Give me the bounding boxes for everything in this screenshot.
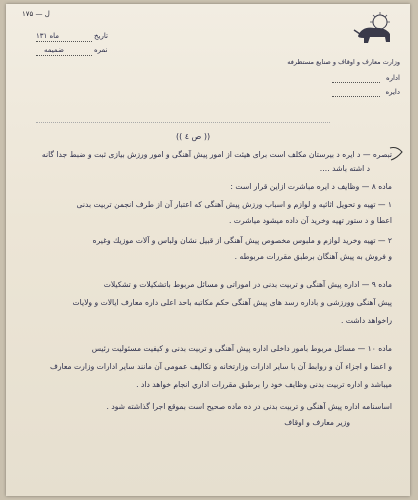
attachment-label: ضميمه	[44, 46, 64, 54]
department-dotted-line	[332, 96, 380, 97]
handwritten-mark-icon	[388, 144, 406, 164]
department-label: دايره	[385, 88, 400, 96]
body-line: اساسنامه اداره پيش آهنگى و تربيت بدنى در ده ماده صحيح است بموقع اجرا گذاشته شود .	[106, 402, 392, 411]
body-line: ماده ۸ — وظايف د ايره مباشرت ازاين قرار است :	[230, 182, 392, 191]
body-line: راخواهد داشت .	[340, 316, 392, 325]
body-line: و فروش به پيش آهنگان برطبق مقررات مربوطه .	[234, 252, 392, 261]
body-line: ماده ۹ — اداره پيش آهنگى و تربيت بدنى در اموراتى و مسائل مربوط باتشكيلات و تشكيلات	[103, 280, 392, 289]
reference-number: ۱۷۵ — ل	[22, 10, 50, 18]
signature-line: وزير معارف و اوقاف	[284, 418, 350, 427]
body-line: تبصره — د ايره د بيرستان مكلف است براى هيئت از امور پيش آهنگى و امور ورزش بيازى ثبت و ضبط جدا گانه	[41, 150, 392, 159]
ministry-name: وزارت معارف و اوقاف و صنایع مستظرفه	[287, 58, 400, 66]
body-line: د اشته باشد ….	[319, 164, 370, 173]
body-line: ۲ — تهيه وخريد لوازم و ملبوس مخصوص پيش آهنگى از قبيل نشان ولباس و آلات موزيك وغيره	[92, 236, 392, 245]
date-dotted-line	[36, 41, 92, 42]
header-separator	[36, 122, 330, 123]
body-line: ماده ۱۰ — مسائل مربوط بامور داخلى اداره پيش آهنگى و تربيت بدنى و كيفيت مسئوليت رئيس	[91, 344, 392, 353]
body-line: ميباشد و اداره تربيت بدنى وظايف خود را برطبق مقررات اداري انجام خواهد داد .	[136, 380, 392, 389]
lion-and-sun-emblem-icon	[340, 10, 400, 54]
document-page	[6, 4, 410, 496]
number-dotted-line	[36, 55, 92, 56]
body-line: ۱ — تهيه و تحويل اثاثيه و لوازم و اسباب ورزش پيش آهنگى كه اعتبار آن از طرف انجمن تربيت بدنى	[76, 200, 392, 209]
date-value: ماه ۱۳۱	[36, 32, 60, 40]
number-label: نمره	[94, 46, 108, 54]
office-dotted-line	[332, 82, 380, 83]
body-line: و اعضا و اجزاء آن و روابط آن با ساير ادارات وزارتخانه و تكاليف عمومى آن مانند ساير ادارات وزارت معارف	[50, 362, 392, 371]
body-line: اعطا و د ستور تهيه وخريد آن داده ميشود مياشرت .	[228, 216, 392, 225]
body-line: پيش آهنگى وورزشى و باداره رسد هاى پيش آهنگى حكم مكاتبه باحد اعلى داره معارف ايالات و ولايات	[72, 298, 392, 307]
page-marker: (( ص ٤ ))	[176, 132, 211, 141]
office-label: اداره	[385, 74, 400, 82]
date-label: تاريخ	[94, 32, 108, 40]
